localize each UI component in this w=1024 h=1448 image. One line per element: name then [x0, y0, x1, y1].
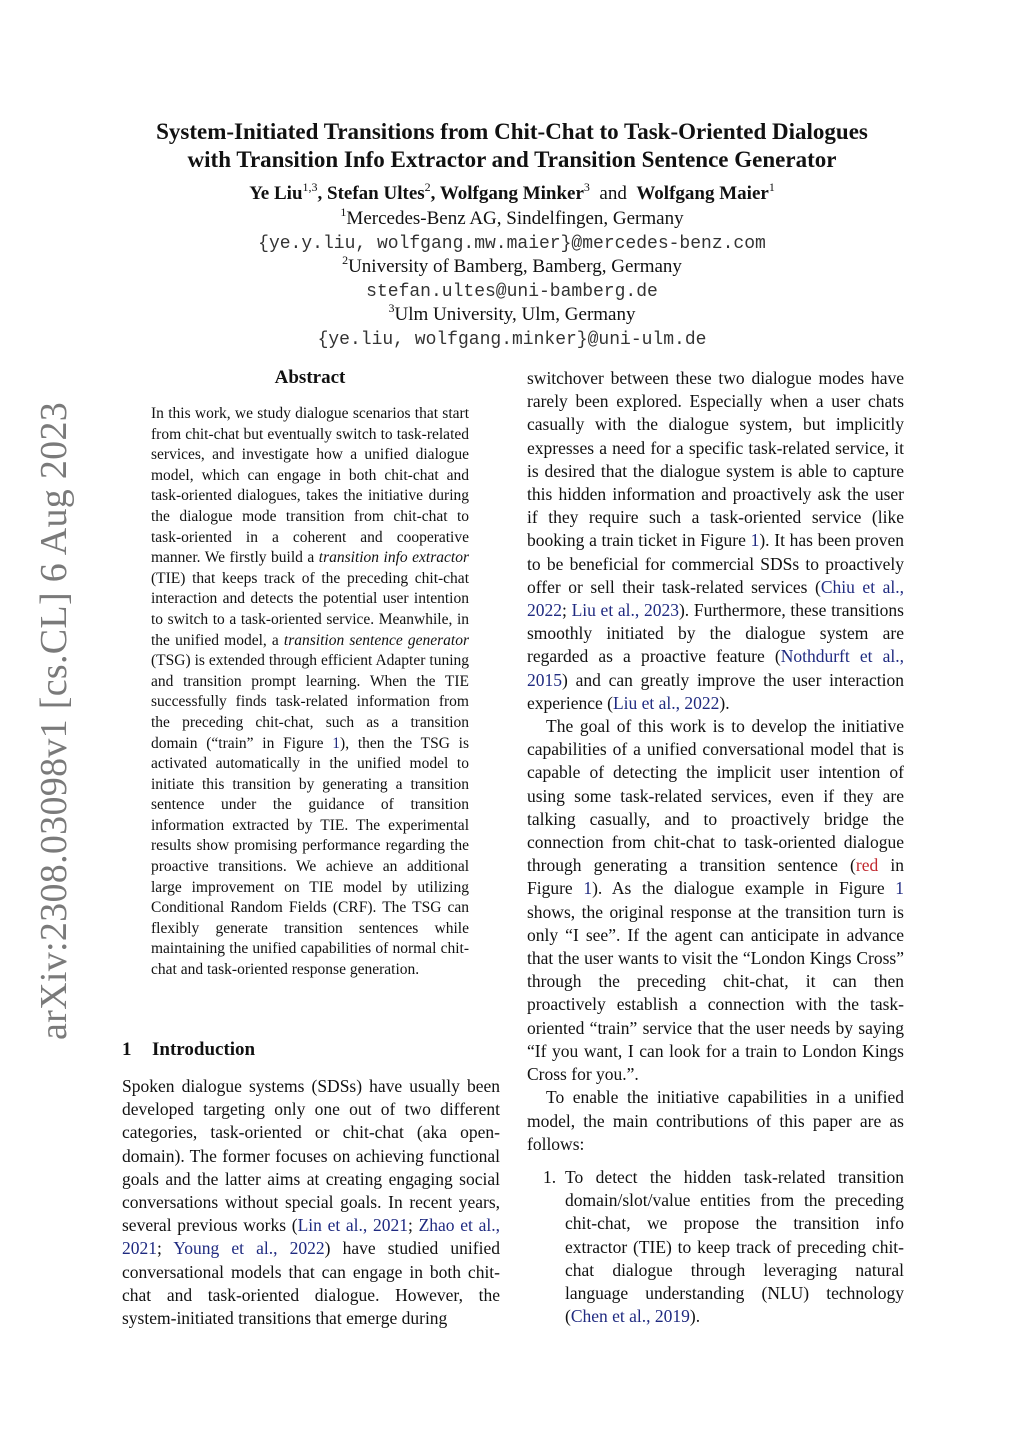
body-text: To detect the hidden task-related transition domain/slot/value entities from the preceding chit-chat, we propose the transition info extractor (TIE) to keep track of preceding chit-chat dialogue through leveraging natural language understanding (NLU) technology ( — [565, 1166, 904, 1327]
author-affil-sup: 1 — [768, 180, 775, 194]
citation-link[interactable]: Young et al., 2022 — [173, 1238, 325, 1259]
citation-link[interactable]: Nothdurft et al., 2015 — [527, 646, 904, 690]
abstract-text: ), then the TSG is activated automatically in the unified model to initiate this transition by generating a transition sentence under the guidance of transition information extracted by TIE. The experimental results show promising performance regarding the proactive transitions. We achieve an additional large improvement on TIE model by utilizing Conditional Random Fields (CRF). The TSG can flexibly generate transition sentences while maintaining the unified capabilities of normal chit-chat and task-oriented response generation. — [151, 734, 469, 979]
affiliation-2 — [100, 255, 924, 279]
author-name: Stefan Ultes — [327, 183, 425, 204]
section-heading-introduction — [122, 1039, 502, 1061]
affiliation-text: Mercedes-Benz AG, Sindelfingen, Germany — [346, 208, 684, 229]
body-text: Spoken dialogue systems (SDSs) have usually been developed targeting only one out of two different categories, task-oriented or chit-chat (aka open-domain). The former focuses on achieving functional goals and the latter aims at creating engaging social conversations without special goals. In recent years, several previous works ( — [122, 1076, 500, 1236]
author-name: Wolfgang Maier — [636, 183, 769, 204]
section-number: 1 — [122, 1039, 132, 1060]
citation-link[interactable]: Lin et al., 2021 — [297, 1215, 409, 1236]
citation-link[interactable]: Liu et al., 2022 — [612, 692, 720, 713]
abstract-text: (TSG) is extended through efficient Adapter tuning and transition prompt learning. When the TIE successfully finds task-related information from the preceding chit-chat, such as a transition domain (“train” in Figure — [151, 652, 469, 752]
body-text: in Figure — [527, 855, 904, 899]
body-text: shows, the original response at the transition turn is only “I see”. If the agent can anticipate in advance that the user wants to visit the “London Kings Cross” through the preceding chit-chat, it can then proactively establish a connection with the task-oriented “train” service that the user needs by saying “If you want, I can look for a train to London Kings Cross for you.”. — [527, 901, 904, 1085]
intro-paragraph-1-continued — [527, 367, 904, 715]
abstract-text: (TIE) that keeps track of the preceding chit-chat interaction and detects the potential user intention to switch to a task-oriented service. Meanwhile, in the unified model, a — [151, 569, 469, 649]
affiliation-sup: 2 — [342, 253, 349, 267]
affiliation-3-email: {ye.liu, wolfgang.minker}@uni-ulm.de — [317, 330, 707, 350]
affiliation-1 — [100, 207, 924, 231]
citation-link[interactable]: Chiu et al., 2022 — [527, 576, 904, 621]
abstract-heading: Abstract — [274, 367, 346, 388]
author-name: Wolfgang Minker — [439, 183, 584, 204]
body-text: ) and can greatly improve the user interaction experience ( — [527, 669, 904, 713]
affiliation-2-email: stefan.ultes@uni-bamberg.de — [366, 282, 658, 302]
body-text: ). Furthermore, these transitions smoothly initiated by the dialogue system are regarded as a proactive feature ( — [527, 600, 904, 667]
author-list: Ye Liu$^{1,3}$, Stefan Ultes$^2$, Wolfgang Minker$^3$ and Wolfgang Maier$^1$ — [249, 180, 775, 204]
affiliation-3 — [100, 303, 924, 327]
arxiv-stamp: arXiv:2308.03098v1 [cs.CL] 6 Aug 2023 — [33, 401, 75, 1040]
figure-ref-link[interactable]: 1 — [895, 878, 904, 899]
body-text: ). — [689, 1306, 701, 1327]
body-text: ). — [719, 692, 730, 713]
title-line-1: System-Initiated Transitions from Chit-Chat to Task-Oriented Dialogues — [156, 119, 868, 144]
body-text: switchover between these two dialogue modes have rarely been explored. Especially when a user chats casually with the dialogue system, but implicitly expresses a need for a specific task-related service, it is desired that the dialogue system is able to capture this hidden information and proactively ask the user if they require such a task-oriented service (like booking a train ticket in Figure — [527, 368, 904, 551]
paper-title — [100, 118, 924, 174]
author-and: and — [599, 183, 627, 204]
intro-paragraph-1 — [122, 1075, 500, 1330]
list-number: 1. — [543, 1166, 557, 1187]
affiliation-1-email: {ye.y.liu, wolfgang.mw.maier}@mercedes-benz.com — [258, 234, 766, 254]
body-text: ; — [562, 600, 572, 621]
intro-paragraph-3: To enable the initiative capabilities in a unified model, the main contributions of this paper are as follows: — [527, 1087, 904, 1154]
figure-ref-link[interactable]: 1 — [332, 734, 341, 752]
affiliation-sup: 1 — [340, 205, 347, 219]
author-affil-sup: 1,3 — [302, 180, 318, 194]
citation-link[interactable]: Chen et al., 2019 — [570, 1306, 690, 1327]
body-text: ; — [408, 1215, 419, 1236]
affiliation-sup: 3 — [388, 301, 395, 315]
red-highlight-word: red — [855, 855, 879, 876]
body-text: ). It has been proven to be beneficial for commercial SDSs to proactively offer or sell their task-related services ( — [527, 530, 904, 597]
section-title: Introduction — [152, 1039, 256, 1060]
body-text: The goal of this work is to develop the initiative capabilities of a unified conversational model that is capable of detecting the implicit user intention of using some task-related services, even if they are talking casually, and to proactively bridge the connection from chit-chat to task-oriented dialogue through generating a transition sentence ( — [527, 716, 904, 876]
abstract-term-tie: transition info extractor — [318, 549, 469, 567]
figure-ref-link[interactable]: 1 — [583, 878, 593, 899]
affiliation-text: University of Bamberg, Bamberg, Germany — [348, 256, 682, 277]
contributions-list — [527, 1166, 904, 1328]
intro-paragraph-2 — [527, 715, 904, 1086]
right-column — [527, 367, 904, 1328]
citation-link[interactable]: Liu et al., 2023 — [571, 600, 679, 621]
body-text: ) have studied unified conversational models that can engage in both chit-chat and task-oriented dialogue. However, the system-initiated transitions that emerge during — [122, 1238, 500, 1329]
abstract-body — [151, 404, 469, 981]
list-item — [527, 1166, 904, 1328]
author-name: Ye Liu — [249, 183, 303, 204]
affiliation-text: Ulm University, Ulm, Germany — [394, 304, 636, 325]
body-text: ; — [157, 1238, 174, 1259]
figure-ref-link[interactable]: 1 — [750, 530, 760, 551]
title-line-2: with Transition Info Extractor and Transition Sentence Generator — [187, 147, 837, 172]
abstract-text: In this work, we study dialogue scenarios that start from chit-chat but eventually switch to task-related services, and investigate how a unified dialogue model, which can engage in both chit-chat and task-oriented dialogues, takes the initiative during the dialogue mode transition from chit-chat to task-oriented in a coherent and cooperative manner. We firstly build a — [151, 405, 469, 567]
author-affil-sup: 2 — [424, 180, 431, 194]
citation-link[interactable]: Zhao et al., 2021 — [122, 1215, 500, 1259]
body-text: ). As the dialogue example in Figure — [592, 878, 896, 899]
abstract-term-tsg: transition sentence generator — [283, 631, 469, 649]
author-affil-sup: 3 — [583, 180, 590, 194]
